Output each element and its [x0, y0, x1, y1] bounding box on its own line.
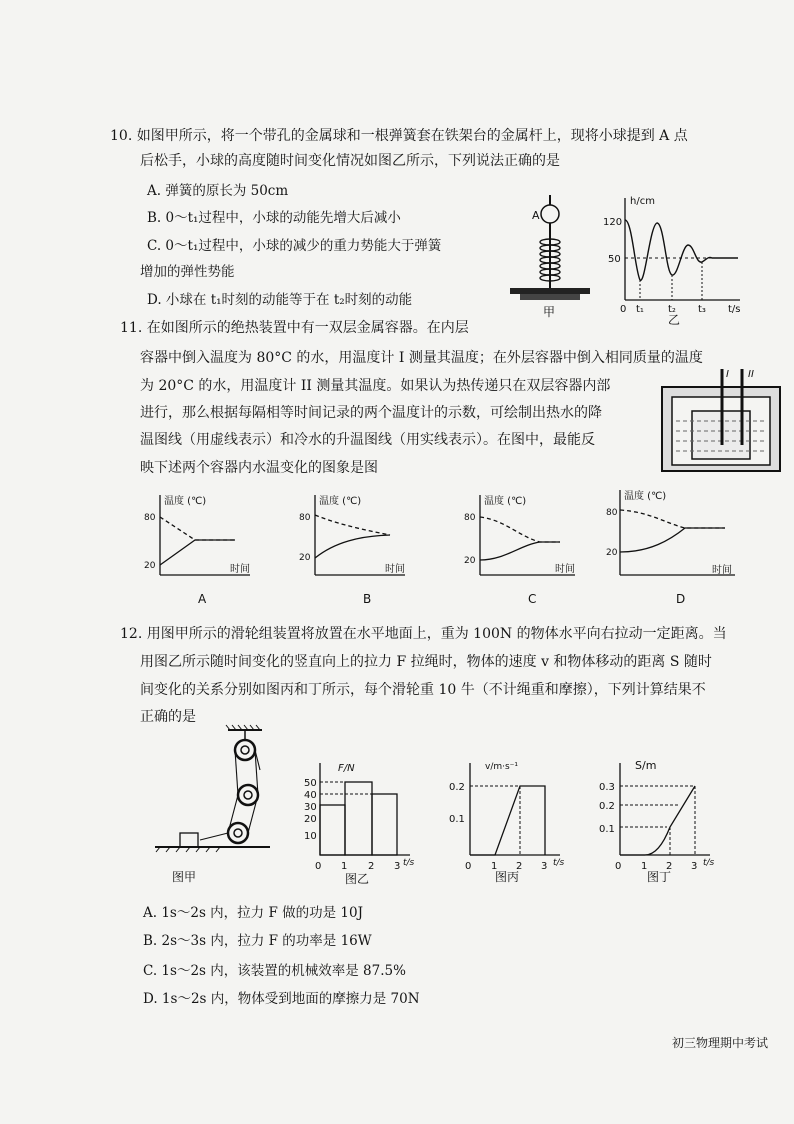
q12-fig-yi-label: 图乙 — [345, 872, 370, 886]
q11-graph-d — [600, 485, 740, 605]
svg-text:t/s: t/s — [403, 858, 415, 868]
svg-text:温度 (℃): 温度 (℃) — [624, 491, 667, 502]
q10-figure-jia — [505, 190, 600, 320]
q10-point-a-label: A — [532, 209, 540, 222]
q10-option-b: B. 0～t₁过程中，小球的动能先增大后减小 — [147, 210, 401, 226]
q10-stem-line1: 10. 如图甲所示，将一个带孔的金属球和一根弹簧套在铁架台的金属杆上，现将小球提到 A 点 — [110, 128, 688, 144]
svg-text:时间: 时间 — [385, 564, 405, 575]
svg-text:40: 40 — [304, 790, 317, 801]
graph-a-label: A — [198, 592, 207, 606]
q11-stem-line2: 容器中倒入温度为 80°C 的水，用温度计 I 测量其温度；在外层容器中倒入相同质量的温度 — [140, 350, 703, 366]
svg-text:80: 80 — [464, 513, 476, 523]
q10-figure-yi-chart — [600, 190, 750, 325]
svg-text:20: 20 — [606, 548, 618, 558]
q12-distance-chart — [595, 755, 725, 885]
svg-text:2: 2 — [516, 861, 523, 872]
q10-option-d: D. 小球在 t₁时刻的动能等于在 t₂时刻的动能 — [147, 292, 413, 308]
svg-text:1: 1 — [341, 861, 348, 872]
svg-text:v/m·s⁻¹: v/m·s⁻¹ — [485, 762, 519, 772]
q10-option-c: C. 0～t₁过程中，小球的减少的重力势能大于弹簧 — [147, 238, 442, 254]
svg-text:3: 3 — [394, 861, 401, 872]
q12-velocity-chart — [445, 755, 575, 885]
q10-xtick-t2: t₂ — [668, 304, 676, 315]
q10-stem-line2: 后松手，小球的高度随时间变化情况如图乙所示，下列说法正确的是 — [140, 153, 560, 169]
svg-text:时间: 时间 — [230, 564, 250, 575]
svg-text:2: 2 — [368, 861, 375, 872]
q12-stem-line1: 12. 用图甲所示的滑轮组装置将放置在水平地面上，重为 100N 的物体水平向右拉动一定距离。当 — [120, 626, 727, 642]
svg-text:0: 0 — [615, 861, 622, 872]
q12-force-chart — [300, 755, 430, 885]
q11-stem-line6: 映下述两个容器内水温变化的图象是图 — [140, 460, 378, 476]
svg-text:t/s: t/s — [703, 858, 715, 868]
q12-option-a: A. 1s～2s 内，拉力 F 做的功是 10J — [143, 905, 363, 921]
thermometer-ii-label: II — [748, 369, 754, 380]
q10-ytick-120: 120 — [603, 217, 623, 228]
svg-text:80: 80 — [606, 508, 618, 518]
svg-text:3: 3 — [541, 861, 548, 872]
q10-xlabel: t/s — [728, 304, 741, 315]
q10-fig-jia-label: 甲 — [543, 305, 556, 319]
q11-graph-c — [460, 490, 585, 605]
q12-option-d: D. 1s～2s 内，物体受到地面的摩擦力是 70N — [143, 991, 420, 1007]
q11-stem-line3: 为 20°C 的水，用温度计 II 测量其温度。如果认为热传递只在双层容器内部 — [140, 378, 611, 394]
svg-text:S/m: S/m — [635, 759, 657, 772]
thermometer-i-label: I — [726, 369, 729, 380]
q11-stem-line5: 温图线（用虚线表示）和冷水的升温图线（用实线表示）。在图中，最能反 — [140, 432, 595, 448]
q10-ytick-50: 50 — [608, 254, 621, 265]
page-footer: 初三物理期中考试 — [672, 1036, 769, 1050]
svg-text:80: 80 — [144, 513, 156, 523]
graph-d-label: D — [676, 592, 686, 606]
q12-stem-line3: 间变化的关系分别如图丙和丁所示，每个滑轮重 10 牛（不计绳重和摩擦），下列计算结果不 — [140, 682, 706, 698]
svg-text:0: 0 — [315, 861, 322, 872]
q12-stem-line2: 用图乙所示随时间变化的竖直向上的拉力 F 拉绳时，物体的速度 v 和物体移动的距离 S 随时 — [140, 654, 712, 670]
svg-text:3: 3 — [691, 861, 698, 872]
svg-text:0.2: 0.2 — [599, 801, 615, 812]
q10-ylabel: h/cm — [630, 196, 655, 207]
q11-graph-a — [140, 490, 260, 605]
q12-stem-line4: 正确的是 — [140, 709, 196, 725]
svg-text:0.2: 0.2 — [449, 782, 465, 793]
q12-option-c: C. 1s～2s 内，该装置的机械效率是 87.5% — [143, 963, 406, 979]
q12-option-b: B. 2s～3s 内，拉力 F 的功率是 16W — [143, 933, 372, 949]
svg-text:0: 0 — [465, 861, 472, 872]
svg-text:80: 80 — [299, 513, 311, 523]
q10-xtick-t1: t₁ — [636, 304, 644, 315]
q10-height-curve — [625, 220, 738, 280]
svg-text:20: 20 — [299, 553, 311, 563]
svg-text:温度 (℃): 温度 (℃) — [164, 496, 207, 507]
svg-text:50: 50 — [304, 778, 317, 789]
svg-text:0.1: 0.1 — [599, 824, 615, 835]
graph-c-label: C — [528, 592, 537, 606]
q11-container-figure — [660, 365, 785, 475]
q12-fig-bing-label: 图丙 — [495, 870, 520, 884]
svg-text:20: 20 — [304, 814, 317, 825]
svg-text:30: 30 — [304, 802, 317, 813]
svg-text:10: 10 — [304, 831, 317, 842]
svg-text:2: 2 — [666, 861, 673, 872]
q10-xtick-0: 0 — [620, 304, 627, 315]
svg-text:时间: 时间 — [712, 565, 732, 576]
svg-text:1: 1 — [641, 861, 648, 872]
q10-option-c-cont: 增加的弹性势能 — [140, 264, 235, 280]
svg-text:温度 (℃): 温度 (℃) — [484, 496, 527, 507]
q10-option-a: A. 弹簧的原长为 50cm — [147, 183, 289, 199]
q11-stem-line4: 进行，那么根据每隔相等时间记录的两个温度计的示数，可绘制出热水的降 — [140, 405, 602, 421]
q10-xtick-t3: t₃ — [698, 304, 706, 315]
q12-fig-ding-label: 图丁 — [647, 870, 672, 884]
svg-text:0.1: 0.1 — [449, 814, 465, 825]
svg-text:20: 20 — [144, 561, 156, 571]
q11-graph-b — [295, 490, 415, 605]
svg-text:温度 (℃): 温度 (℃) — [319, 496, 362, 507]
q11-stem-line1: 11. 在如图所示的绝热装置中有一双层金属容器。在内层 — [120, 320, 469, 336]
svg-text:时间: 时间 — [555, 564, 575, 575]
svg-text:20: 20 — [464, 556, 476, 566]
q12-pulley-figure — [150, 725, 280, 885]
svg-text:F/N: F/N — [338, 763, 355, 774]
q12-fig-jia-label: 图甲 — [172, 870, 197, 884]
svg-text:0.3: 0.3 — [599, 782, 615, 793]
svg-text:1: 1 — [491, 861, 498, 872]
graph-b-label: B — [363, 592, 372, 606]
q10-fig-yi-label: 乙 — [668, 313, 681, 327]
svg-text:t/s: t/s — [553, 858, 565, 868]
